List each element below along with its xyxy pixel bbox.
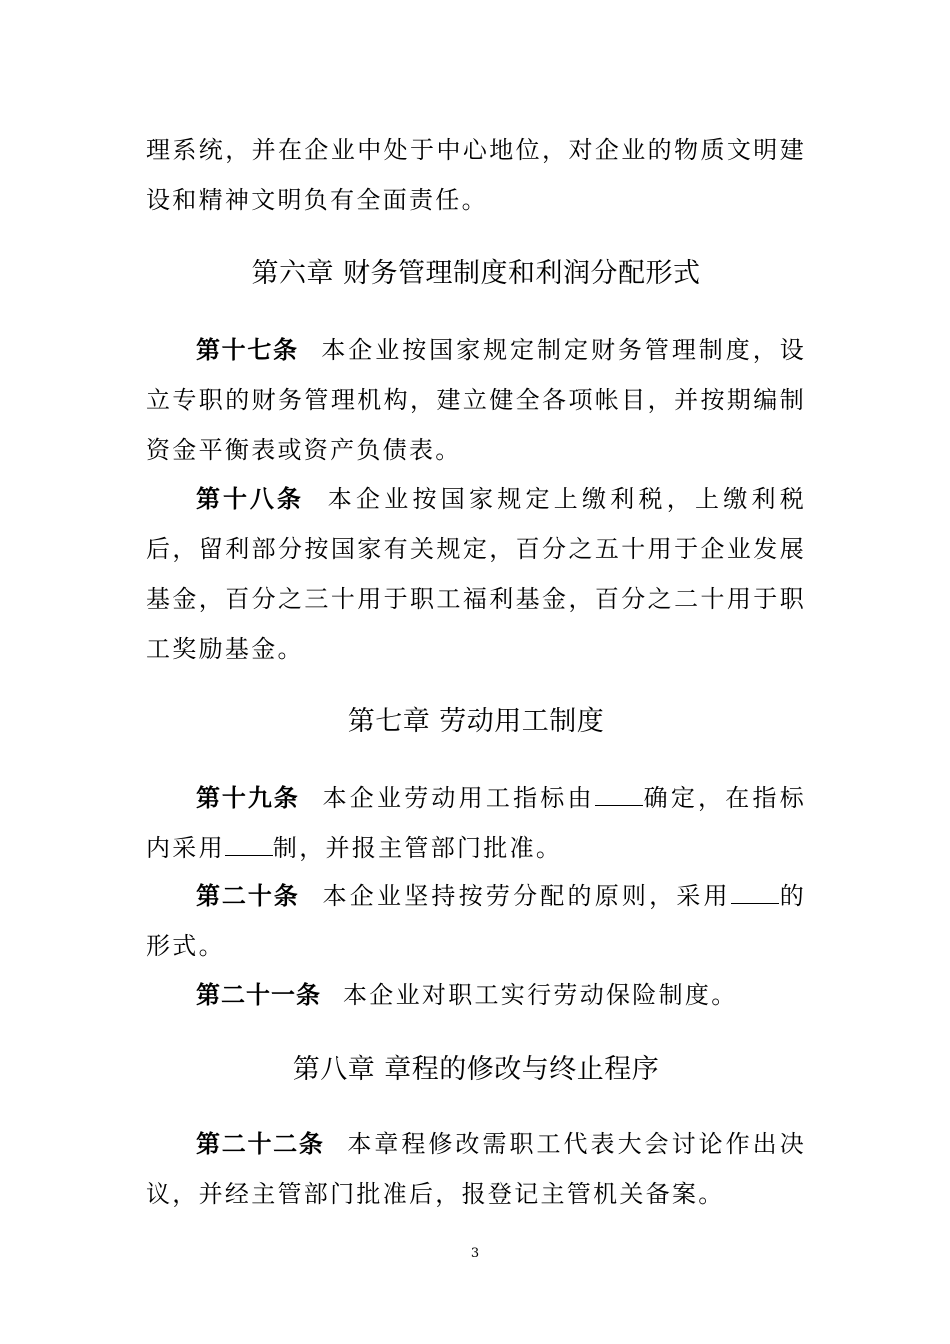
- article-21-text: 本企业对职工实行劳动保险制度。: [343, 981, 738, 1009]
- article-20: [146, 871, 806, 971]
- article-19-text-a: 本企业劳动用工指标由: [321, 784, 595, 812]
- page-number: 3: [470, 1246, 480, 1261]
- article-17: [146, 325, 806, 475]
- article-20-label: 第二十条: [196, 882, 300, 910]
- fill-blank: [731, 883, 779, 904]
- article-22-label: 第二十二条: [196, 1130, 325, 1158]
- article-18: [146, 474, 806, 674]
- article-22: [146, 1119, 806, 1219]
- fill-blank: [595, 785, 643, 806]
- chapter-8-heading: 第八章 章程的修改与终止程序: [292, 1054, 660, 1085]
- article-19-text-c: 制，并报主管部门批准。: [272, 834, 563, 862]
- chapter-6-heading: 第六章 财务管理制度和利润分配形式: [251, 258, 701, 289]
- article-17-text: 本企业按国家规定制定财务管理制度，设立专职的财务管理机构，建立健全各项帐目，并按期编制资金平衡表或资产负债表。: [146, 336, 806, 464]
- article-21-label: 第二十一条: [196, 981, 321, 1009]
- intro-text: 理系统，并在企业中处于中心地位，对企业的物质文明建设和精神文明负有全面责任。: [146, 136, 806, 214]
- article-21: [146, 970, 806, 1020]
- article-20-text-a: 本企业坚持按劳分配的原则，采用: [321, 882, 731, 910]
- article-19: [146, 773, 806, 873]
- article-19-text-b: 确定，在指标内采用: [146, 784, 807, 862]
- fill-blank: [225, 835, 273, 856]
- article-18-label: 第十八条: [196, 485, 304, 513]
- article-19-label: 第十九条: [196, 784, 300, 812]
- chapter-7-heading: 第七章 劳动用工制度: [347, 706, 605, 737]
- article-18-text: 本企业按国家规定上缴利税，上缴利税后，留利部分按国家有关规定，百分之五十用于企业发展基金，百分之三十用于职工福利基金，百分之二十用于职工奖励基金。: [146, 485, 806, 663]
- intro-paragraph: [146, 125, 806, 225]
- article-20-text-b: 的形式。: [146, 882, 806, 960]
- article-22-text: 本章程修改需职工代表大会讨论作出决议，并经主管部门批准后，报登记主管机关备案。: [146, 1130, 807, 1208]
- article-17-label: 第十七条: [196, 336, 299, 364]
